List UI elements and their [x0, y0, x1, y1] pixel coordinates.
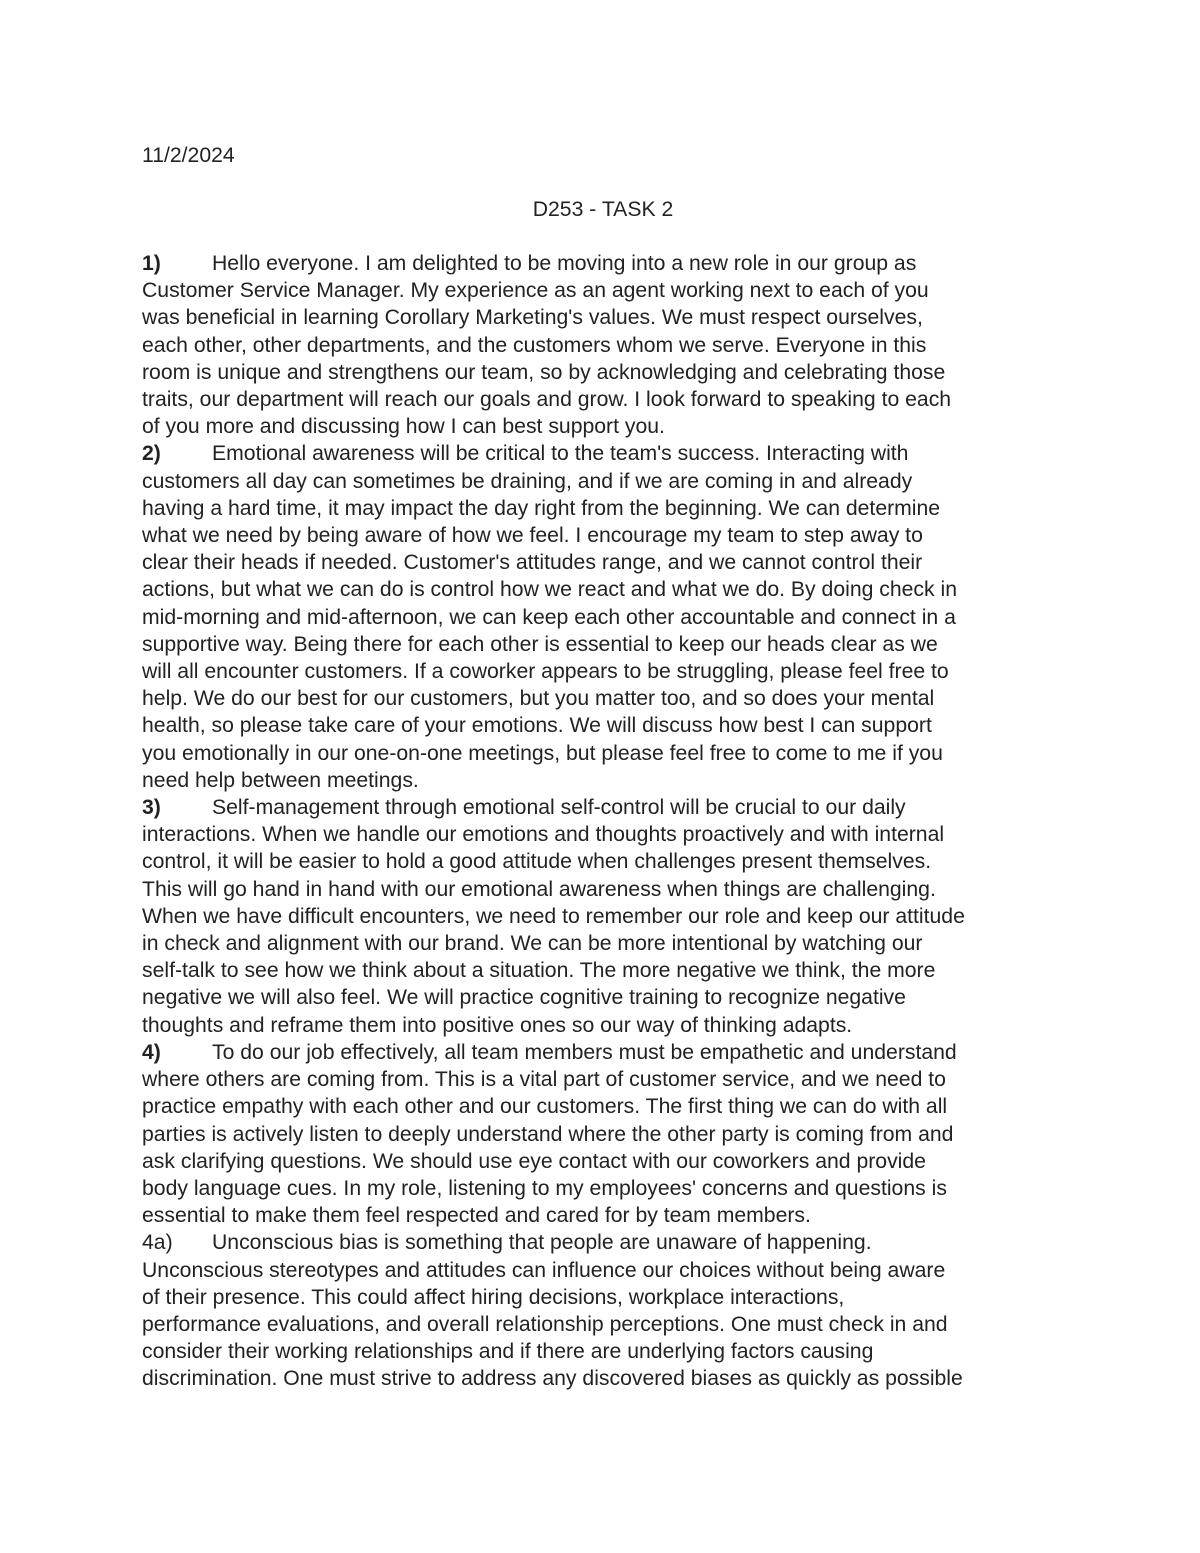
paragraph-text: Self-management through emotional self-control will be crucial to our daily interactions. When we handle our emotions and thoughts proactively and with internal control, it will be easier to hold a good attitude when challenges present themselves. This will go hand in hand with our emotional awareness when things are challenging. When we have difficult encounters, we need to remember our role and keep our attitude in check and alignment with our brand. We can be more intentional by watching our self-talk to see how we think about a situation. The more negative we think, the more negative we will also feel. We will practice cognitive training to recognize negative thoughts and reframe them into positive ones so our way of thinking adapts. — [142, 796, 965, 1037]
paragraph-3 — [142, 794, 1064, 1039]
title-spacer — [142, 223, 1064, 250]
paragraph-number: 1) — [142, 252, 161, 275]
paragraph-2 — [142, 440, 1064, 794]
paragraph-number: 4a) — [142, 1231, 173, 1255]
document-date: 11/2/2024 — [142, 144, 235, 167]
paragraph-number: 4) — [142, 1040, 161, 1064]
paragraph-1 — [142, 250, 1064, 440]
paragraph-text: Unconscious bias is something that people are unaware of happening. Unconscious stereotypes and attitudes can influence our choices without being aware of their presence. This could affect hiring decisions, workplace interactions, performance evaluations, and overall relationship perceptions. One must check in and consider their working relationships and if there are underlying factors causing discrimination. One must strive to address any discovered biases as quickly as possible — [142, 1231, 963, 1391]
paragraph-number: 2) — [142, 442, 161, 466]
paragraph-text: Emotional awareness will be critical to the team's success. Interacting with customers all day can sometimes be draining, and if we are coming in and already having a hard time, it may impact the day right from the beginning. We can determine what we need by being aware of how we feel. I encourage my team to step away to clear their heads if needed. Customer's attitudes range, and we cannot control their actions, but what we can do is control how we react and what we do. By doing check in mid-morning and mid-afternoon, we can keep each other accountable and connect in a supportive way. Being there for each other is essential to keep our heads clear as we will all encounter customers. If a coworker appears to be struggling, please feel free to help. We do our best for our customers, but you matter too, and so does your mental health, so please take care of your emotions. We will discuss how best I can support you emotionally in our one-on-one meetings, but please feel free to come to me if you need help between meetings. — [142, 442, 957, 792]
document-title: D253 - TASK 2 — [532, 198, 674, 221]
paragraph-4 — [142, 1039, 1064, 1229]
paragraph-text: To do our job effectively, all team members must be empathetic and understand where others are coming from. This is a vital part of customer service, and we need to practice empathy with each other and our customers. The first thing we can do with all parties is actively listen to deeply understand where the other party is coming from and ask clarifying questions. We should use eye contact with our coworkers and provide body language cues. In my role, listening to my employees' concerns and questions is essential to make them feel respected and cared for by team members. — [142, 1040, 957, 1228]
paragraph-text: Hello everyone. I am delighted to be moving into a new role in our group as Customer Service Manager. My experience as an agent working next to each of you was beneficial in learning Corollary Marketing's values. We must respect ourselves, each other, other departments, and the customers whom we serve. Everyone in this room is unique and strengthens our team, so by acknowledging and celebrating those traits, our department will reach our goals and grow. I look forward to speaking to each of you more and discussing how I can best support you. — [142, 252, 952, 439]
paragraph-number: 3) — [142, 796, 161, 820]
document-body — [142, 142, 1064, 1393]
paragraph-4a — [142, 1229, 1064, 1392]
